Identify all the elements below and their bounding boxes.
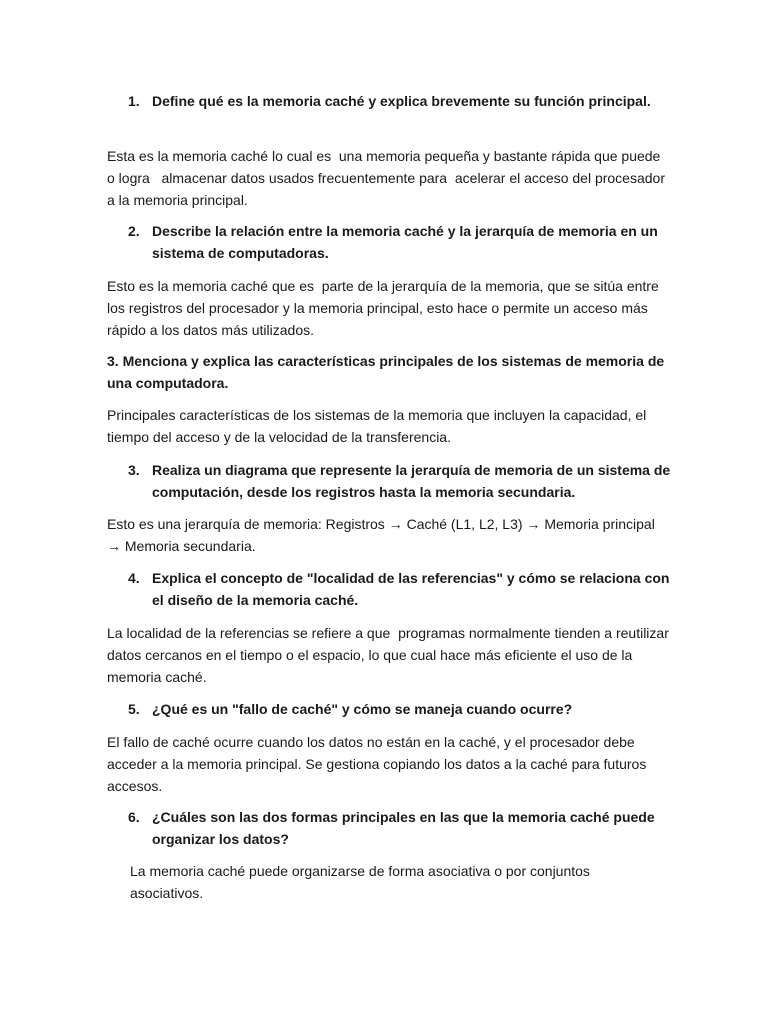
question-heading: ¿Cuáles son las dos formas principales en las que la memoria caché puede organizar los datos? xyxy=(152,809,659,847)
question-number: 6. xyxy=(128,809,140,825)
answer-paragraph: El fallo de caché ocurre cuando los datos no están en la caché, y el procesador debe acceder a la memoria principal. Se gestiona copiando los datos a la caché para futuros accesos. xyxy=(107,734,651,794)
question-heading: Describe la relación entre la memoria caché y la jerarquía de memoria en un sistema de computadoras. xyxy=(152,223,662,261)
question-heading: 3. Menciona y explica las características principales de los sistemas de memoria de una computadora. xyxy=(107,353,669,391)
answer-paragraph: Esto es la memoria caché que es parte de la jerarquía de la memoria, que se sitúa entre los registros del procesador y la memoria principal, esto hace o permite un acceso más rápido a los datos más utilizados. xyxy=(107,278,663,338)
question-heading: ¿Qué es un "fallo de caché" y cómo se maneja cuando ocurre? xyxy=(152,701,573,717)
answer-paragraph: La localidad de la referencias se refiere a que programas normalmente tienden a reutilizar datos cercanos en el tiempo o el espacio, lo que cual hace más eficiente el uso de la memoria caché. xyxy=(107,625,673,685)
question-number: 3. xyxy=(128,462,140,478)
question-number: 5. xyxy=(128,701,140,717)
question-number: 2. xyxy=(128,223,140,239)
answer-paragraph: Esta es la memoria caché lo cual es una memoria pequeña y bastante rápida que puede o logra almacenar datos usados frecuentemente para acelerar el acceso del procesador a la memoria principal. xyxy=(107,148,669,208)
question-number: 1. xyxy=(128,93,140,109)
answer-paragraph: Esto es una jerarquía de memoria: Registros → Caché (L1, L2, L3) → Memoria principal → Memoria secundaria. xyxy=(107,516,659,554)
question-heading: Explica el concepto de "localidad de las referencias" y cómo se relaciona con el diseño de la memoria caché. xyxy=(152,570,674,608)
answer-paragraph: Principales características de los sistemas de la memoria que incluyen la capacidad, el tiempo del acceso y de la velocidad de la transferencia. xyxy=(107,407,651,445)
question-heading: Define qué es la memoria caché y explica brevemente su función principal. xyxy=(152,93,651,109)
question-number: 4. xyxy=(128,570,140,586)
answer-paragraph: La memoria caché puede organizarse de forma asociativa o por conjuntos asociativos. xyxy=(130,863,594,901)
question-heading: Realiza un diagrama que represente la jerarquía de memoria de un sistema de computación, desde los registros hasta la memoria secundaria. xyxy=(152,462,675,500)
